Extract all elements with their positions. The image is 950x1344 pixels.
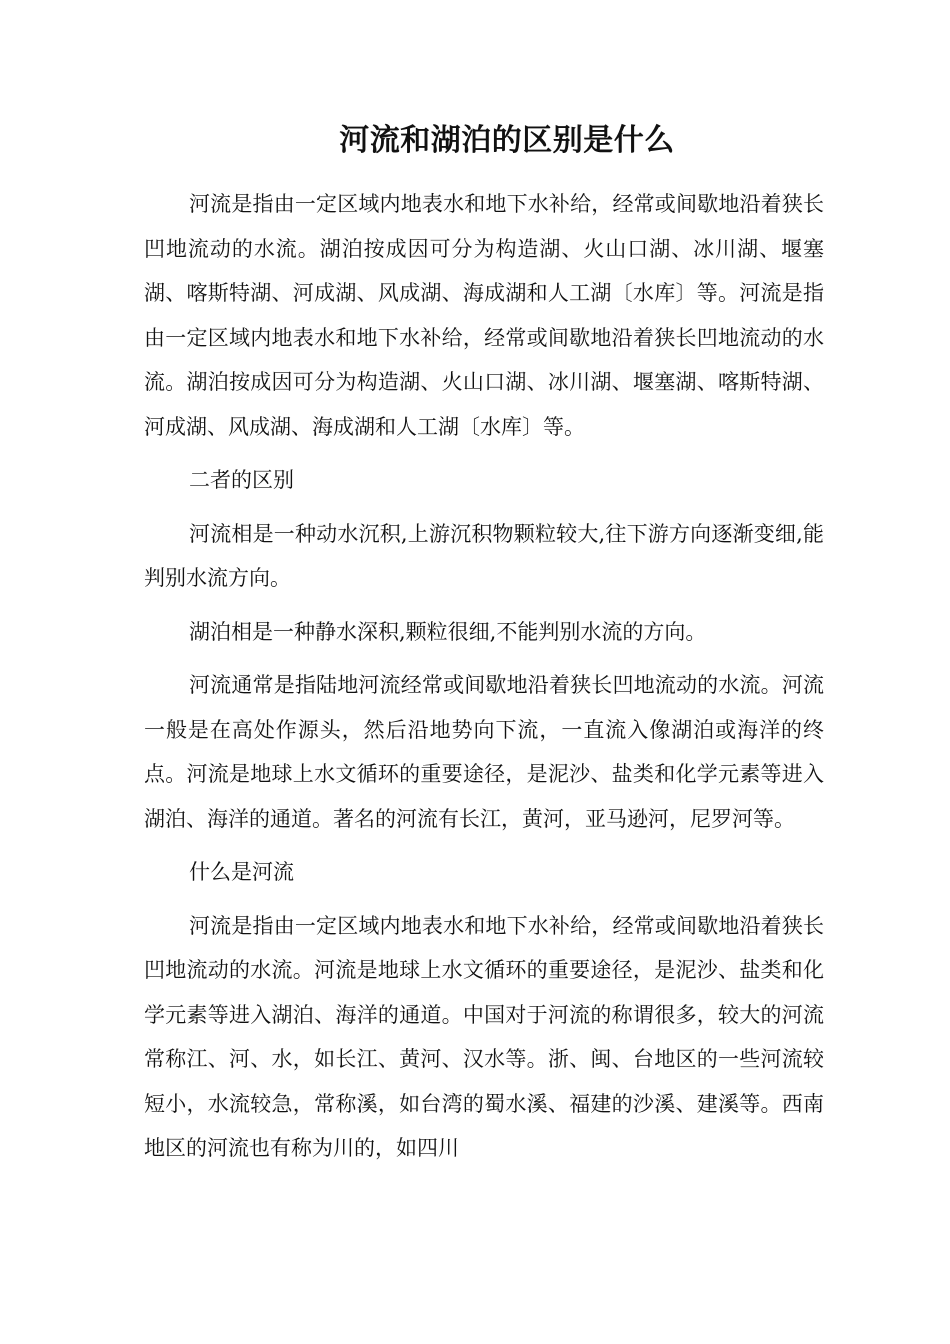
paragraph-intro: 河流是指由一定区域内地表水和地下水补给，经常或间歇地沿着狭长凹地流动的水流。湖泊按成因可分为构造湖、火山口湖、冰川湖、堰塞湖、喀斯特湖、河成湖、风成湖、海成湖和人工湖〔水库〕等。河流是指由一定区域内地表水和地下水补给，经常或间歇地沿着狭长凹地流动的水流。湖泊按成因可分为构造湖、火山口湖、冰川湖、堰塞湖、喀斯特湖、河成湖、风成湖、海成湖和人工湖〔水库〕等。 <box>144 192 824 439</box>
paragraph-river-general: 河流通常是指陆地河流经常或间歇地沿着狭长凹地流动的水流。河流一般是在高处作源头，然后沿地势向下流，一直流入像湖泊或海洋的终点。河流是地球上水文循环的重要途径，是泥沙、盐类和化学元素等进入湖泊、海洋的通道。著名的河流有长江，黄河，亚马逊河，尼罗河等。 <box>144 673 824 831</box>
paragraph-river-definition: 河流是指由一定区域内地表水和地下水补给，经常或间歇地沿着狭长凹地流动的水流。河流是地球上水文循环的重要途径，是泥沙、盐类和化学元素等进入湖泊、海洋的通道。中国对于河流的称谓很多，较大的河流常称江、河、水，如长江、黄河、汉水等。浙、闽、台地区的一些河流较短小，水流较急，常称溪，如台湾的蜀水溪、福建的沙溪、建溪等。西南地区的河流也有称为川的，如四川 <box>144 913 824 1160</box>
heading-difference: 二者的区别 <box>189 468 294 492</box>
paragraph-lake-facies: 湖泊相是一种静水深积,颗粒很细,不能判别水流的方向。 <box>189 619 707 644</box>
heading-what-is-river: 什么是河流 <box>189 860 294 884</box>
paragraph-river-facies: 河流相是一种动水沉积,上游沉积物颗粒较大,往下游方向逐渐变细,能判别水流方向。 <box>144 521 824 590</box>
page-title: 河流和湖泊的区别是什么 <box>339 123 675 158</box>
document-body <box>144 182 824 1180</box>
